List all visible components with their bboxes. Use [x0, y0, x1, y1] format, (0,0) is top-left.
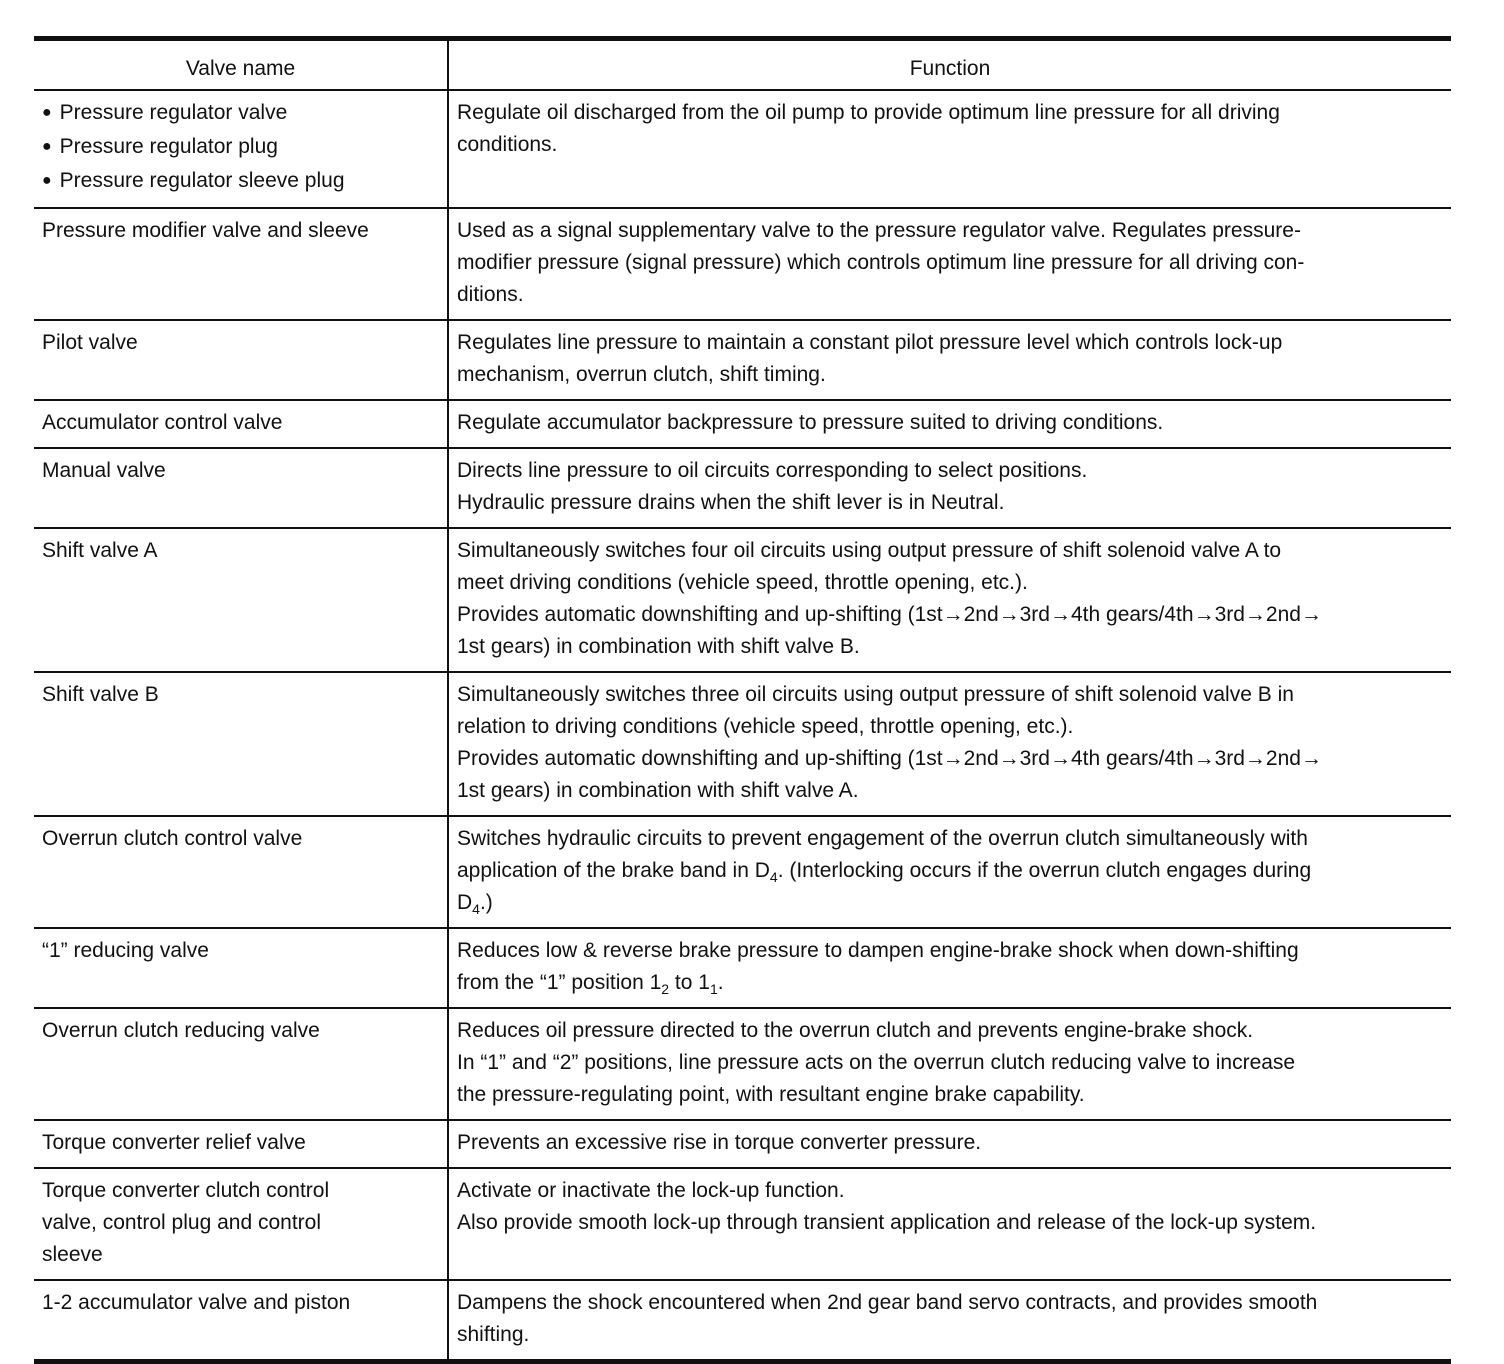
table-row [34, 208, 1451, 320]
valve-function-table [34, 36, 1451, 1364]
function-line: Used as a signal supplementary valve to the pressure regulator valve. Regulates pressure- [457, 219, 1301, 242]
function-cell [448, 1120, 1451, 1168]
table-row [34, 448, 1451, 528]
function-cell [448, 816, 1451, 928]
function-cell [448, 90, 1451, 208]
function-line: Provides automatic downshifting and up-shifting (1st→2nd→3rd→4th gears/4th→3rd→2nd→ [457, 603, 1322, 626]
valve-name-cell [34, 816, 448, 928]
valve-name-cell [34, 928, 448, 1008]
function-line: Simultaneously switches three oil circuits using output pressure of shift solenoid valve B in [457, 683, 1294, 706]
function-line: 1st gears) in combination with shift valve B. [457, 635, 860, 658]
function-cell [448, 928, 1451, 1008]
function-line: Also provide smooth lock-up through transient application and release of the lock-up system. [457, 1211, 1317, 1234]
function-line: the pressure-regulating point, with resultant engine brake capability. [457, 1083, 1085, 1106]
table-row [34, 928, 1451, 1008]
function-cell [448, 1168, 1451, 1280]
function-line: Provides automatic downshifting and up-shifting (1st→2nd→3rd→4th gears/4th→3rd→2nd→ [457, 747, 1322, 770]
valve-name-cell [34, 400, 448, 448]
function-cell [448, 400, 1451, 448]
function-line: modifier pressure (signal pressure) which controls optimum line pressure for all driving con- [457, 251, 1305, 274]
function-line: In “1” and “2” positions, line pressure acts on the overrun clutch reducing valve to increase [457, 1051, 1296, 1074]
valve-name-line: Pilot valve [42, 331, 138, 354]
function-cell [448, 1008, 1451, 1120]
function-cell [448, 672, 1451, 816]
function-line: Regulates line pressure to maintain a constant pilot pressure level which controls lock-up [457, 331, 1283, 354]
valve-name-line: Shift valve B [42, 683, 159, 706]
table-row [34, 528, 1451, 672]
valve-name-line: Torque converter relief valve [42, 1131, 306, 1154]
valve-name-cell [34, 1120, 448, 1168]
valve-name-bullet-item: ● Pressure regulator plug [42, 131, 439, 165]
function-line: Reduces low & reverse brake pressure to dampen engine-brake shock when down-shifting [457, 939, 1299, 962]
table-row [34, 1168, 1451, 1280]
valve-name-cell [34, 528, 448, 672]
function-line: Hydraulic pressure drains when the shift lever is in Neutral. [457, 491, 1005, 514]
function-line: ditions. [457, 283, 524, 306]
function-line: Dampens the shock encountered when 2nd gear band servo contracts, and provides smooth [457, 1291, 1318, 1314]
function-header: Function [448, 39, 1451, 91]
valve-name-line: Overrun clutch control valve [42, 827, 303, 850]
function-line: $D_4$.) [457, 891, 493, 918]
function-line: Regulate oil discharged from the oil pump to provide optimum line pressure for all driving [457, 101, 1280, 124]
function-line: Simultaneously switches four oil circuits using output pressure of shift solenoid valve A to [457, 539, 1282, 562]
valve-name-line: sleeve [42, 1243, 103, 1266]
function-line: shifting. [457, 1323, 530, 1346]
function-cell [448, 448, 1451, 528]
valve-name-cell [34, 672, 448, 816]
function-line: 1st gears) in combination with shift valve A. [457, 779, 859, 802]
table-row [34, 672, 1451, 816]
valve-name-line: Overrun clutch reducing valve [42, 1019, 320, 1042]
function-line: relation to driving conditions (vehicle speed, throttle opening, etc.). [457, 715, 1074, 738]
table-row [34, 1008, 1451, 1120]
valve-name-bullet-item: ● Pressure regulator sleeve plug [42, 165, 439, 199]
valve-name-cell [34, 1168, 448, 1280]
function-line: Activate or inactivate the lock-up function. [457, 1179, 845, 1202]
function-line: meet driving conditions (vehicle speed, throttle opening, etc.). [457, 571, 1028, 594]
valve-name-line: Torque converter clutch control [42, 1179, 330, 1202]
table-row [34, 1280, 1451, 1362]
valve-name-cell [34, 208, 448, 320]
table-row [34, 1120, 1451, 1168]
valve-name-line: Shift valve A [42, 539, 158, 562]
function-line: application of the brake band in $D_4$. (Interlocking occurs if the overrun clutch engages during [457, 859, 1312, 886]
valve-name-bullet-item: ● Pressure regulator valve [42, 97, 439, 131]
function-cell [448, 1280, 1451, 1362]
valve-name-cell [34, 320, 448, 400]
valve-name-cell [34, 90, 448, 208]
valve-name-cell [34, 448, 448, 528]
function-cell [448, 208, 1451, 320]
function-line: from the “1” position $1_2$ to $1_1$. [457, 971, 724, 998]
function-line: conditions. [457, 133, 558, 156]
function-line: Directs line pressure to oil circuits corresponding to select positions. [457, 459, 1088, 482]
table-header-row [34, 39, 1451, 91]
valve-name-line: Accumulator control valve [42, 411, 283, 434]
valve-name-cell [34, 1008, 448, 1120]
table-row [34, 320, 1451, 400]
valve-name-line: Pressure modifier valve and sleeve [42, 219, 369, 242]
valve-name-cell [34, 1280, 448, 1362]
function-line: Switches hydraulic circuits to prevent engagement of the overrun clutch simultaneously with [457, 827, 1308, 850]
valve-name-line: valve, control plug and control [42, 1211, 321, 1234]
valve-name-line: Manual valve [42, 459, 166, 482]
table-row [34, 90, 1451, 208]
function-line: mechanism, overrun clutch, shift timing. [457, 363, 826, 386]
table-row [34, 400, 1451, 448]
valve-name-line: “1” reducing valve [42, 939, 209, 962]
valve-name-header: Valve name [34, 39, 448, 91]
function-line: Regulate accumulator backpressure to pressure suited to driving conditions. [457, 411, 1164, 434]
function-line: Reduces oil pressure directed to the overrun clutch and prevents engine-brake shock. [457, 1019, 1254, 1042]
table-row [34, 816, 1451, 928]
valve-name-line: 1-2 accumulator valve and piston [42, 1291, 351, 1314]
function-cell [448, 320, 1451, 400]
function-line: Prevents an excessive rise in torque converter pressure. [457, 1131, 982, 1154]
function-cell [448, 528, 1451, 672]
